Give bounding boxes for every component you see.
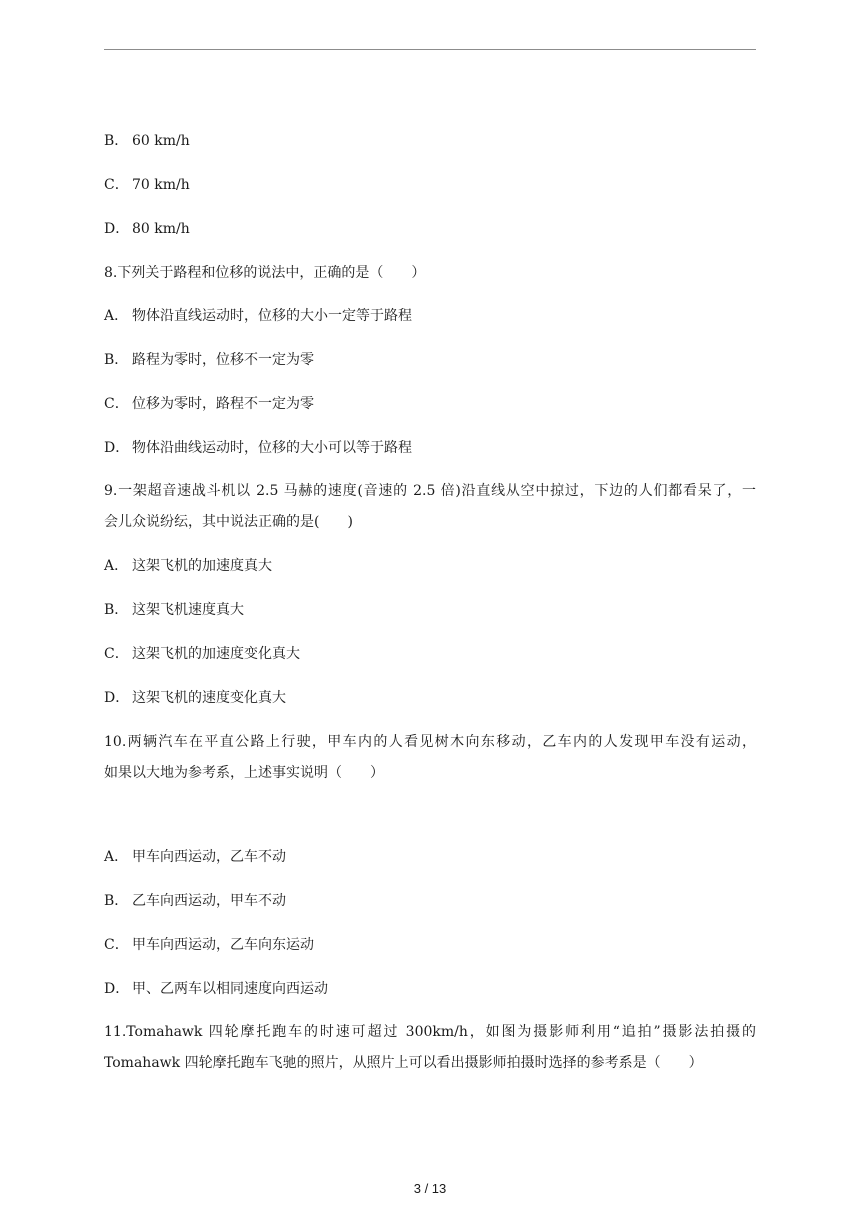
q9-option-c [104, 645, 300, 663]
option-text: 物体沿直线运动时，位移的大小一定等于路程 [132, 308, 412, 324]
option-letter: D． [104, 981, 130, 997]
option-text: 乙车向西运动，甲车不动 [132, 893, 286, 909]
option-letter: A． [104, 308, 129, 324]
q9-stem-line2: 会儿众说纷纭，其中说法正确的是( ) [104, 514, 353, 530]
option-text: 甲车向西运动，乙车向东运动 [132, 937, 314, 953]
q8-option-c [104, 395, 314, 413]
q7-option-d [104, 220, 190, 238]
option-text: 这架飞机速度真大 [132, 602, 244, 618]
q11-stem-line2: Tomahawk 四轮摩托跑车飞驰的照片，从照片上可以看出摄影师拍摄时选择的参考系是（ ） [104, 1055, 703, 1071]
q8-option-b [104, 351, 314, 369]
q7-option-c [104, 176, 190, 194]
q10-option-a [104, 848, 286, 866]
q10-stem-line2: 如果以大地为参考系，上述事实说明（ ） [104, 765, 384, 781]
page-number: 3 / 13 [413, 1181, 447, 1196]
q9-stem-line1: 9.一架超音速战斗机以 2.5 马赫的速度(音速的 2.5 倍)沿直线从空中掠过，下边的人们都看呆了，一 [104, 483, 756, 499]
q7-option-b [104, 132, 190, 150]
option-letter: C． [104, 177, 129, 193]
option-text: 60 km/h [132, 133, 190, 149]
q9-option-a [104, 557, 272, 575]
option-letter: D． [104, 690, 130, 706]
option-letter: B． [104, 352, 129, 368]
option-text: 70 km/h [132, 177, 190, 193]
q10-option-d [104, 980, 328, 998]
option-letter: D． [104, 221, 130, 237]
q10-option-b [104, 892, 286, 910]
option-text: 这架飞机的加速度真大 [132, 558, 272, 574]
option-letter: A． [104, 849, 129, 865]
option-text: 物体沿曲线运动时，位移的大小可以等于路程 [132, 440, 412, 456]
q8-option-d [104, 439, 412, 457]
option-letter: C． [104, 646, 129, 662]
q10-option-c [104, 936, 314, 954]
q11-stem-line1: 11.Tomahawk 四轮摩托跑车的时速可超过 300km/h，如图为摄影师利用“追拍”摄影法拍摄的 [104, 1024, 756, 1040]
option-text: 这架飞机的速度变化真大 [132, 690, 286, 706]
option-letter: B． [104, 893, 129, 909]
q8-stem: 8.下列关于路程和位移的说法中，正确的是（ ） [104, 265, 426, 281]
q9-option-b [104, 601, 244, 619]
option-text: 甲车向西运动，乙车不动 [132, 849, 286, 865]
option-letter: B． [104, 602, 129, 618]
option-letter: D． [104, 440, 130, 456]
option-text: 这架飞机的加速度变化真大 [132, 646, 300, 662]
header-rule [104, 49, 756, 50]
option-text: 位移为零时，路程不一定为零 [132, 396, 314, 412]
q10-stem-line1: 10.两辆汽车在平直公路上行驶，甲车内的人看见树木向东移动，乙车内的人发现甲车没有运动， [104, 734, 756, 750]
option-letter: B． [104, 133, 129, 149]
option-text: 甲、乙两车以相同速度向西运动 [132, 981, 328, 997]
option-letter: A． [104, 558, 129, 574]
q9-option-d [104, 689, 286, 707]
option-letter: C． [104, 396, 129, 412]
option-text: 路程为零时，位移不一定为零 [132, 352, 314, 368]
q8-option-a [104, 307, 412, 325]
option-letter: C． [104, 937, 129, 953]
option-text: 80 km/h [132, 221, 190, 237]
